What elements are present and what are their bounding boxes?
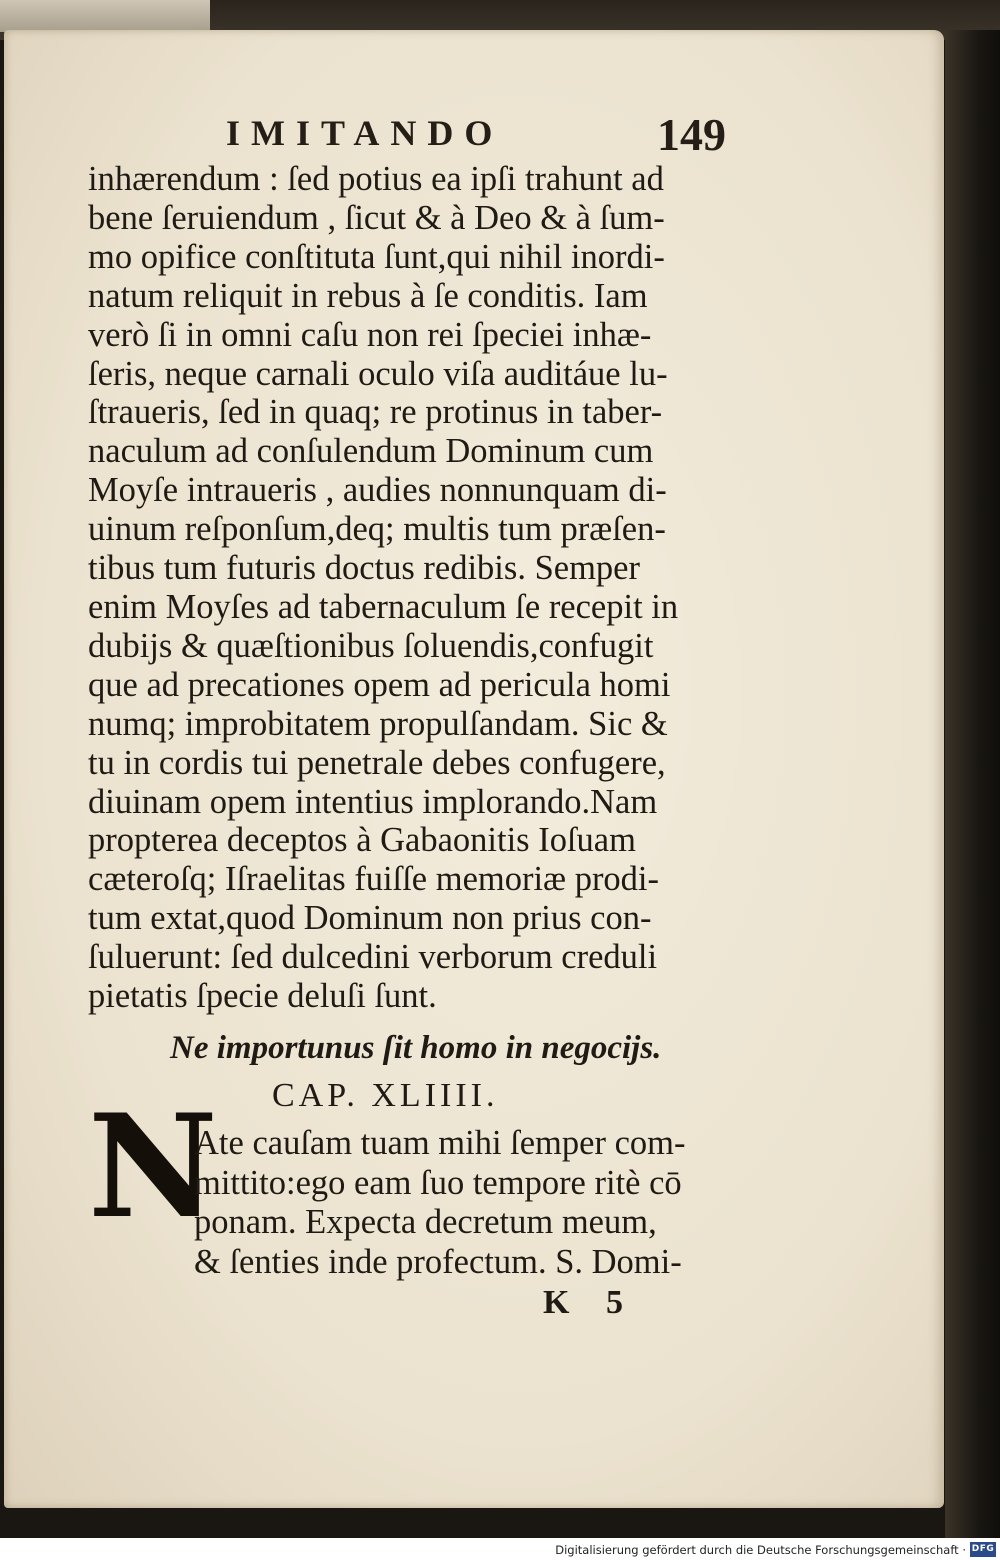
text-line: dubijs & quæſtionibus ſoluendis,confugit xyxy=(88,626,654,665)
text-line: ponam. Expecta decretum meum, xyxy=(194,1203,657,1241)
text-line: ſeris, neque carnali oculo viſa auditáue lu- xyxy=(88,354,668,393)
scan-background-corner xyxy=(0,0,210,32)
text-line: ſtraueris, ſed in quaq; re protinus in taber- xyxy=(88,393,663,432)
funding-credit: Digitalisierung gefördert durch die Deutsche Forschungsgemeinschaft · xyxy=(555,1543,966,1557)
text-line: tu in cordis tui penetrale debes confugere, xyxy=(88,743,666,782)
text-line: natum reliquit in rebus à ſe conditis. Iam xyxy=(88,276,648,315)
text-line: tum extat,quod Dominum non prius con- xyxy=(88,899,652,938)
text-line: Moyſe intraueris , audies nonnunquam di- xyxy=(88,471,667,510)
text-line: enim Moyſes ad tabernaculum ſe recepit in xyxy=(88,587,679,626)
page-header xyxy=(226,109,726,162)
text-line: mittito:ego eam ſuo tempore ritè cō xyxy=(194,1163,682,1202)
book-spine-edge xyxy=(945,30,1000,1540)
text-line: pietatis ſpecie deluſi ſunt. xyxy=(88,977,437,1016)
page-number: 149 xyxy=(657,109,726,160)
text-line: numq; improbitatem propulſandam. Sic & xyxy=(88,704,668,743)
text-line: & ſenties inde profectum. S. Domi- xyxy=(194,1242,682,1281)
text-line: inhærendum : ſed potius ea ipſi trahunt ad xyxy=(88,160,664,198)
footer-bar xyxy=(0,1538,1000,1560)
text-line: Ate cauſam tuam mihi ſemper com- xyxy=(194,1124,686,1162)
text-line: diuinam opem intentius implorando.Nam xyxy=(88,782,658,821)
text-line: uinum reſponſum,deq; multis tum præſen- xyxy=(88,510,666,549)
text-line: bene ſeruiendum , ſicut & à Deo & à ſum- xyxy=(88,198,665,237)
signature-mark: K 5 xyxy=(543,1284,637,1321)
running-title: IMITANDO xyxy=(226,113,504,153)
text-line: que ad precationes opem ad pericula homi xyxy=(88,665,671,704)
drop-cap-initial: N xyxy=(88,1084,218,1250)
text-line: propterea deceptos à Gabaonitis Ioſuam xyxy=(88,821,636,860)
text-line: naculum ad conſulendum Dominum cum xyxy=(88,432,654,471)
text-line: mo opifice conſtituta ſunt,qui nihil inordi- xyxy=(88,237,665,276)
dfg-logo: DFG xyxy=(970,1542,996,1557)
text-line: verò ſi in omni caſu non rei ſpeciei inhæ- xyxy=(88,315,652,354)
body-text xyxy=(88,160,728,1016)
chapter-body-text xyxy=(194,1124,734,1282)
text-line: tibus tum futuris doctus redibis. Semper xyxy=(88,549,640,588)
text-line: ſuluerunt: ſed dulcedini verborum creduli xyxy=(88,938,658,977)
chapter-title: Ne importunus ſit homo in negocijs. xyxy=(170,1030,662,1066)
chapter-number: CAP. XLIIII. xyxy=(272,1077,499,1114)
text-line: cæteroſq; Iſraelitas fuiſſe memoriæ prodi- xyxy=(88,860,660,899)
